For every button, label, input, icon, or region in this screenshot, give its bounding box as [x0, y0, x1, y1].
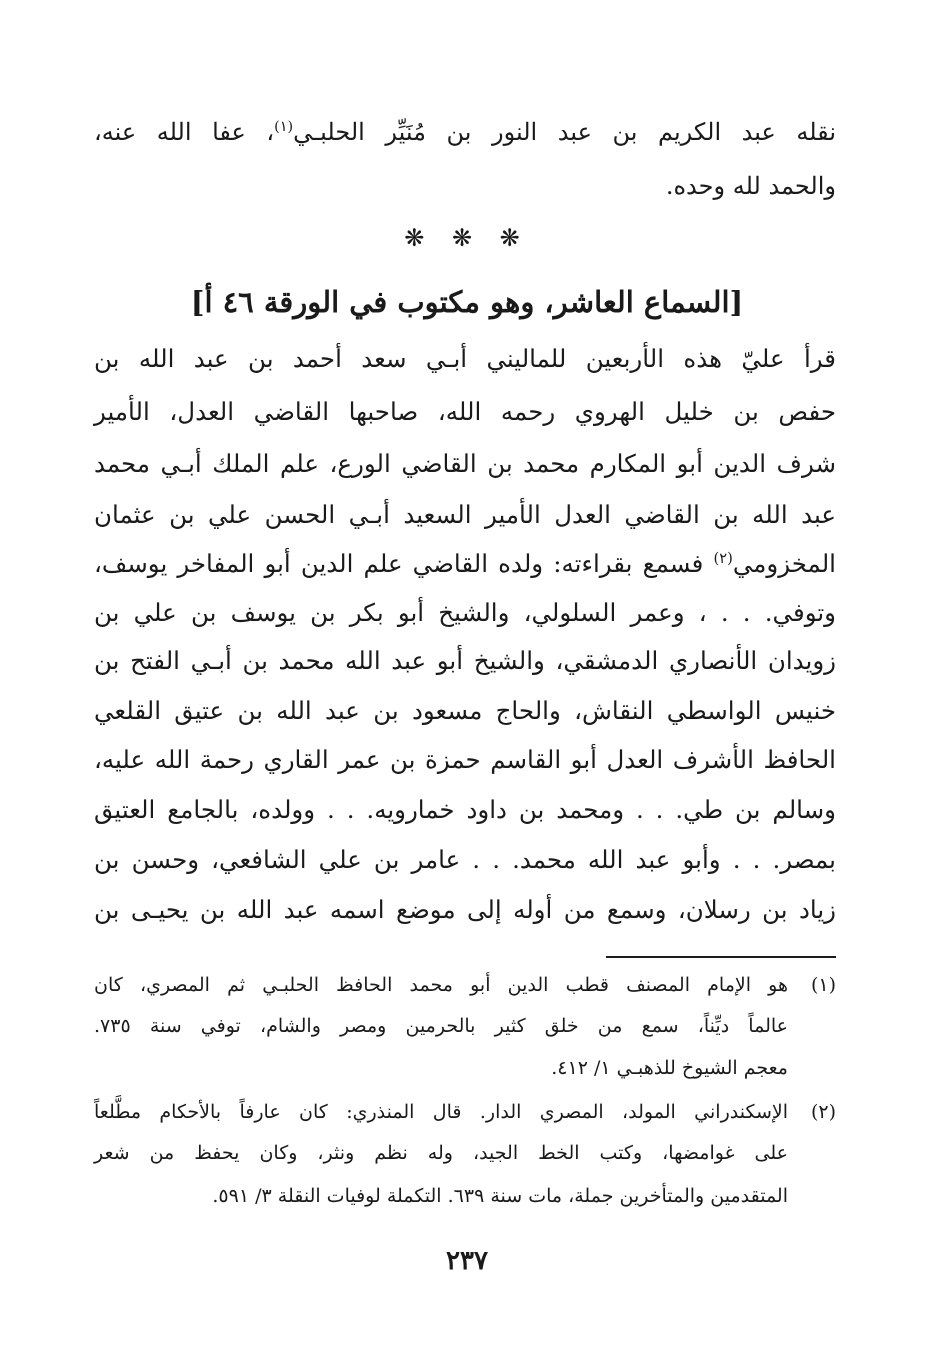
page-number: ٢٣٧: [446, 1246, 488, 1276]
body-line: شرف الدين أبو المكارم محمد بن القاضي الورع، علم الملك أبـي محمد: [94, 449, 836, 478]
intro-text-b: ، عفا الله عنه،: [94, 118, 275, 146]
footnote-2-line: الإسكندراني المولد، المصري الدار. قال المنذري: كان عارفاً بالأحكام مطَّلعاً: [94, 1101, 788, 1123]
section-heading: [السماع العاشر، وهو مكتوب في الورقة ٤٦ أ]: [190, 285, 744, 319]
body-line: زياد بن رسلان، وسمع من أوله إلى موضع اسمه عبد الله بن يحيـى بن: [94, 895, 836, 924]
body-line-5: [94, 549, 836, 578]
body-line: قرأ عليّ هذه الأربعين للماليني أبـي سعد أحمد بن عبد الله بن: [94, 344, 836, 373]
footnote-ref-2[interactable]: (٢): [713, 549, 733, 567]
body-text-a: المخزومي: [732, 549, 836, 578]
footnote-1-line: معجم الشيوخ للذهبـي ١/ ٤١٢.: [551, 1057, 788, 1079]
footnote-2-line: المتقدمين والمتأخرين جملة، مات سنة ٦٣٩. التكملة لوفيات النقلة ٣/ ٥٩١.: [212, 1185, 788, 1207]
body-line: وتوفي. . . ، وعمر السلولي، والشيخ أبو بكر بن يوسف بن علي بن: [94, 598, 836, 627]
footnote-1-line: هو الإمام المصنف قطب الدين أبو محمد الحافظ الحلبـي ثم المصري، كان: [94, 974, 788, 996]
footnote-ref-1[interactable]: (١): [274, 119, 294, 135]
body-line: الحافظ الأشرف العدل أبو القاسم حمزة بن عمر القاري رحمة الله عليه،: [94, 745, 836, 774]
body-line: حفص بن خليل الهروي رحمه الله، صاحبها القاضي العدل، الأمير: [94, 397, 836, 426]
body-line: وسالم بن طي. . . ومحمد بن داود خمارويه. . . وولده، بالجامع العتيق: [94, 795, 836, 824]
intro-line-1: [94, 118, 836, 146]
body-line: زويدان الأنصاري الدمشقي، والشيخ أبو عبد الله محمد بن أبـي الفتح بن: [94, 646, 836, 675]
footnote-number-1: (١): [810, 974, 836, 996]
body-line: عبد الله بن القاضي العدل الأمير السعيد أبـي الحسن علي بن عثمان: [94, 500, 836, 529]
intro-text-a: نقله عبد الكريم بن عبد النور بن مُنَيِّر الحلبـي: [293, 118, 836, 146]
intro-line-2: والحمد لله وحده.: [665, 172, 836, 200]
body-text-b: فسمع بقراءته: ولده القاضي علم الدين أبو المفاخر يوسف،: [94, 549, 714, 578]
footnote-1-line: عالماً ديِّناً، سمع من خلق كثير بالحرمين ومصر والشام، توفي سنة ٧٣٥.: [94, 1015, 788, 1037]
footnote-number-2: (٢): [810, 1101, 836, 1123]
footnote-2-line: على غوامضها، وكتب الخط الجيد، وله نظم ونثر، وكان يحفظ من شعر: [94, 1142, 788, 1164]
body-line: بمصر. . . وأبو عبد الله محمد. . . عامر بن علي الشافعي، وحسن بن: [94, 845, 836, 874]
body-line: خنيس الواسطي النقاش، والحاج مسعود بن عبد الله بن عتيق القلعي: [94, 696, 836, 725]
footnote-divider: [606, 956, 836, 958]
section-separator: ❋ ❋ ❋: [404, 224, 530, 252]
